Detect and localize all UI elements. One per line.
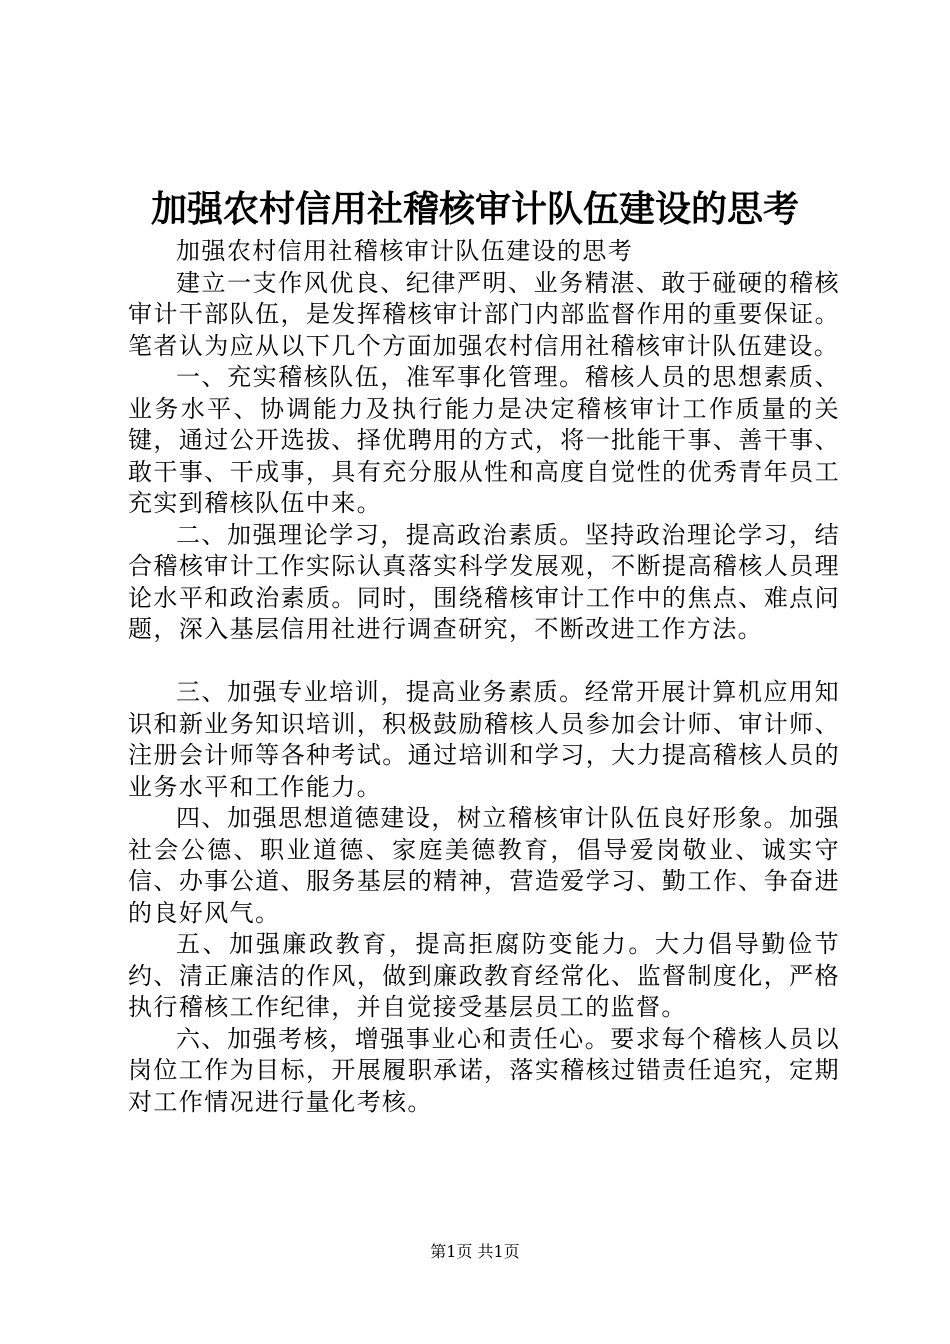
paragraph-intro: 建立一支作风优良、纪律严明、业务精湛、敢于碰硬的稽核审计干部队伍，是发挥稽核审计部门内部监督作用的重要保证。笔者认为应从以下几个方面加强农村信用社稽核审计队伍建设。	[128, 268, 840, 360]
document-body	[128, 236, 840, 1118]
paragraph-section-6: 六、加强考核，增强事业心和责任心。要求每个稽核人员以岗位工作为目标，开展履职承诺，落实稽核过错责任追究，定期对工作情况进行量化考核。	[128, 1024, 840, 1116]
document-title: 加强农村信用社稽核审计队伍建设的思考	[150, 188, 799, 230]
paragraph-section-1: 一、充实稽核队伍，准军事化管理。稽核人员的思想素质、业务水平、协调能力及执行能力是决定稽核审计工作质量的关键，通过公开选拔、择优聘用的方式，将一批能干事、善干事、敢干事、干成事，具有充分服从性和高度自觉性的优秀青年员工充实到稽核队伍中来。	[128, 363, 840, 517]
page-footer: 第1页 共1页	[430, 1242, 520, 1261]
paragraph-section-2: 二、加强理论学习，提高政治素质。坚持政治理论学习，结合稽核审计工作实际认真落实科学发展观，不断提高稽核人员理论水平和政治素质。同时，围绕稽核审计工作中的焦点、难点问题，深入基层信用社进行调查研究，不断改进工作方法。	[128, 520, 840, 643]
paragraph-section-3: 三、加强专业培训，提高业务素质。经常开展计算机应用知识和新业务知识培训，积极鼓励稽核人员参加会计师、审计师、注册会计师等各种考试。通过培训和学习，大力提高稽核人员的业务水平和工作能力。	[128, 678, 840, 801]
blank-line	[128, 646, 840, 678]
document-subtitle: 加强农村信用社稽核审计队伍建设的思考	[176, 237, 634, 265]
paragraph-section-5: 五、加强廉政教育，提高拒腐防变能力。大力倡导勤俭节约、清正廉洁的作风，做到廉政教育经常化、监督制度化，严格执行稽核工作纪律，并自觉接受基层员工的监督。	[128, 930, 840, 1021]
paragraph-section-4: 四、加强思想道德建设，树立稽核审计队伍良好形象。加强社会公德、职业道德、家庭美德教育，倡导爱岗敬业、诚实守信、办事公道、服务基层的精神，营造爱学习、勤工作、争奋进的良好风气。	[128, 804, 840, 927]
